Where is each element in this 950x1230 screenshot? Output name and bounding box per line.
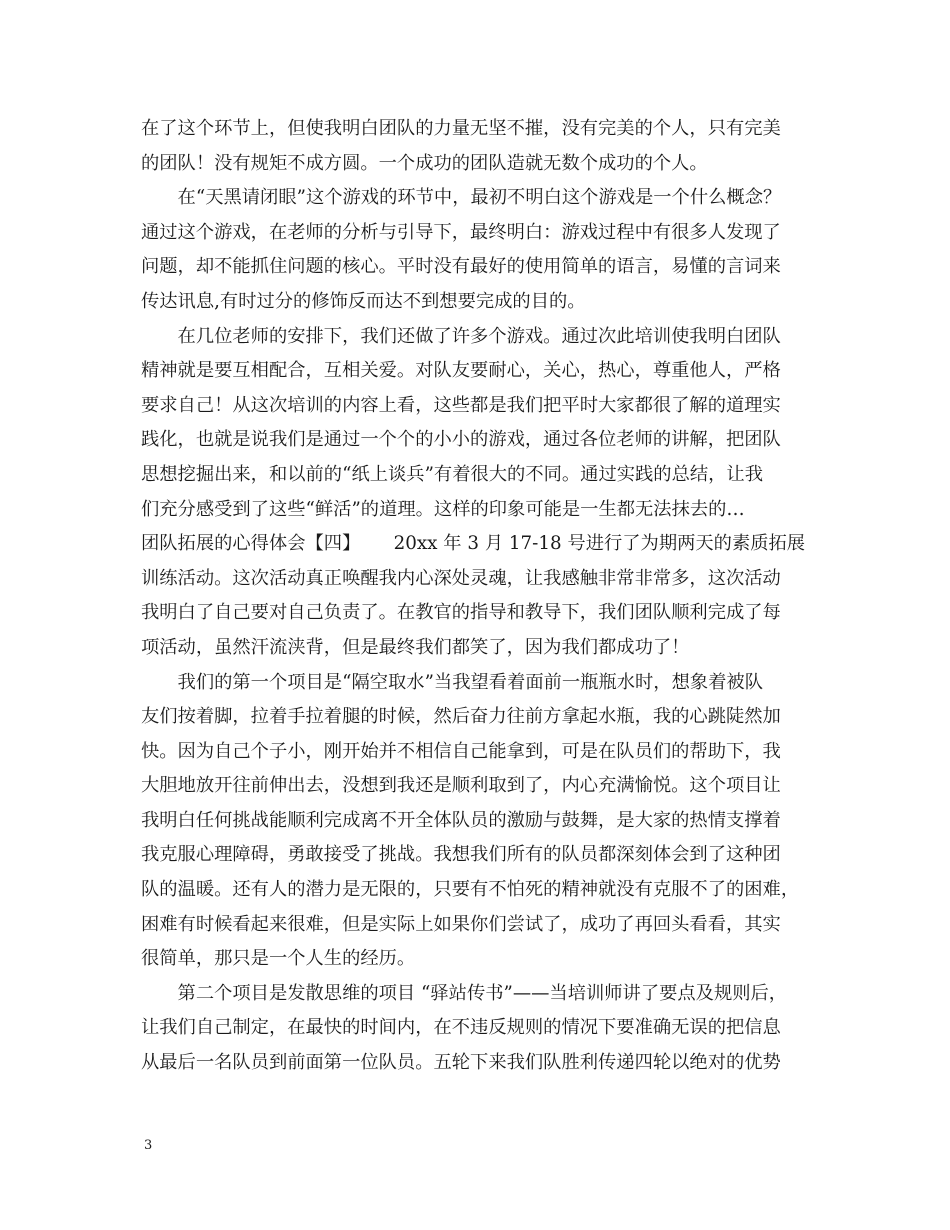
page-number: 3 [144, 1138, 153, 1153]
text-line: 大胆地放开往前伸出去，没想到我还是顺利取到了，内心充满愉悦。这个项目让 [141, 775, 781, 797]
text-line: 我明白任何挑战能顺利完成离不开全体队员的激励与鼓舞，是大家的热情支撑着 [141, 809, 781, 831]
body-text [141, 112, 825, 1081]
text-line: 通过这个游戏，在老师的分析与引导下，最终明白：游戏过程中有很多人发现了 [141, 221, 781, 243]
text-line: 我们的第一个项目是“隔空取水”当我望看着面前一瓶瓶水时，想象着被队 [141, 671, 763, 693]
text-line: 从最后一名队员到前面第一位队员。五轮下来我们队胜利传递四轮以绝对的优势 [141, 1052, 781, 1074]
text-line: 友们按着脚，拉着手拉着腿的时候，然后奋力往前方拿起水瓶，我的心跳陡然加 [141, 706, 781, 728]
text-line: 队的温暖。还有人的潜力是无限的，只要有不怕死的精神就没有克服不了的困难， [141, 879, 800, 901]
text-line: 们充分感受到了这些“鲜活”的道理。这样的印象可能是一生都无法抹去的… [141, 498, 745, 520]
text-line: 精神就是要互相配合，互相关爱。对队友要耐心，关心，热心，尊重他人，严格 [141, 360, 781, 382]
text-line: 快。因为自己个子小，刚开始并不相信自己能拿到，可是在队员们的帮助下，我 [141, 740, 781, 762]
text-line: 传达讯息,有时过分的修饰反而达不到想要完成的目的。 [141, 290, 586, 312]
text-line: 让我们自己制定，在最快的时间内，在不违反规则的情况下要准确无误的把信息 [141, 1017, 781, 1039]
section-heading-line: 团队拓展的心得体会【四】 20xx 年 3 月 17-18 号进行了为期两天的素质拓展 [141, 533, 806, 555]
text-line: 我明白了自己要对自己负责了。在教官的指导和教导下，我们团队顺利完成了每 [141, 602, 781, 624]
text-line: 践化，也就是说我们是通过一个个的小小的游戏，通过各位老师的讲解，把团队 [141, 429, 781, 451]
text-line: 训练活动。这次活动真正唤醒我内心深处灵魂，让我感触非常非常多，这次活动 [141, 567, 781, 589]
text-line: 项活动，虽然汗流浃背，但是最终我们都笑了，因为我们都成功了！ [141, 636, 690, 658]
text-line: 在几位老师的安排下，我们还做了许多个游戏。通过次此培训使我明白团队 [141, 325, 781, 347]
text-line: 第二个项目是发散思维的项目 “驿站传书”——当培训师讲了要点及规则后， [141, 982, 788, 1004]
text-line: 问题，却不能抓住问题的核心。平时没有最好的使用简单的语言，易懂的言词来 [141, 256, 781, 278]
text-line: 的团队！没有规矩不成方圆。一个成功的团队造就无数个成功的个人。 [141, 152, 708, 174]
text-line: 困难有时候看起来很难，但是实际上如果你们尝试了，成功了再回头看看，其实 [141, 913, 781, 935]
text-line: 在了这个环节上，但使我明白团队的力量无坚不摧，没有完美的个人，只有完美 [141, 118, 781, 139]
text-line: 思想挖掘出来，和以前的“纸上谈兵”有着很大的不同。通过实践的总结，让我 [141, 463, 763, 485]
text-line: 我克服心理障碍，勇敢接受了挑战。我想我们所有的队员都深刻体会到了这种团 [141, 844, 781, 866]
text-line: 在“天黑请闭眼”这个游戏的环节中，最初不明白这个游戏是一个什么概念？ [141, 187, 782, 209]
text-line: 很简单，那只是一个人生的经历。 [141, 948, 416, 970]
text-line: 要求自己！从这次培训的内容上看，这些都是我们把平时大家都很了解的道理实 [141, 394, 781, 416]
